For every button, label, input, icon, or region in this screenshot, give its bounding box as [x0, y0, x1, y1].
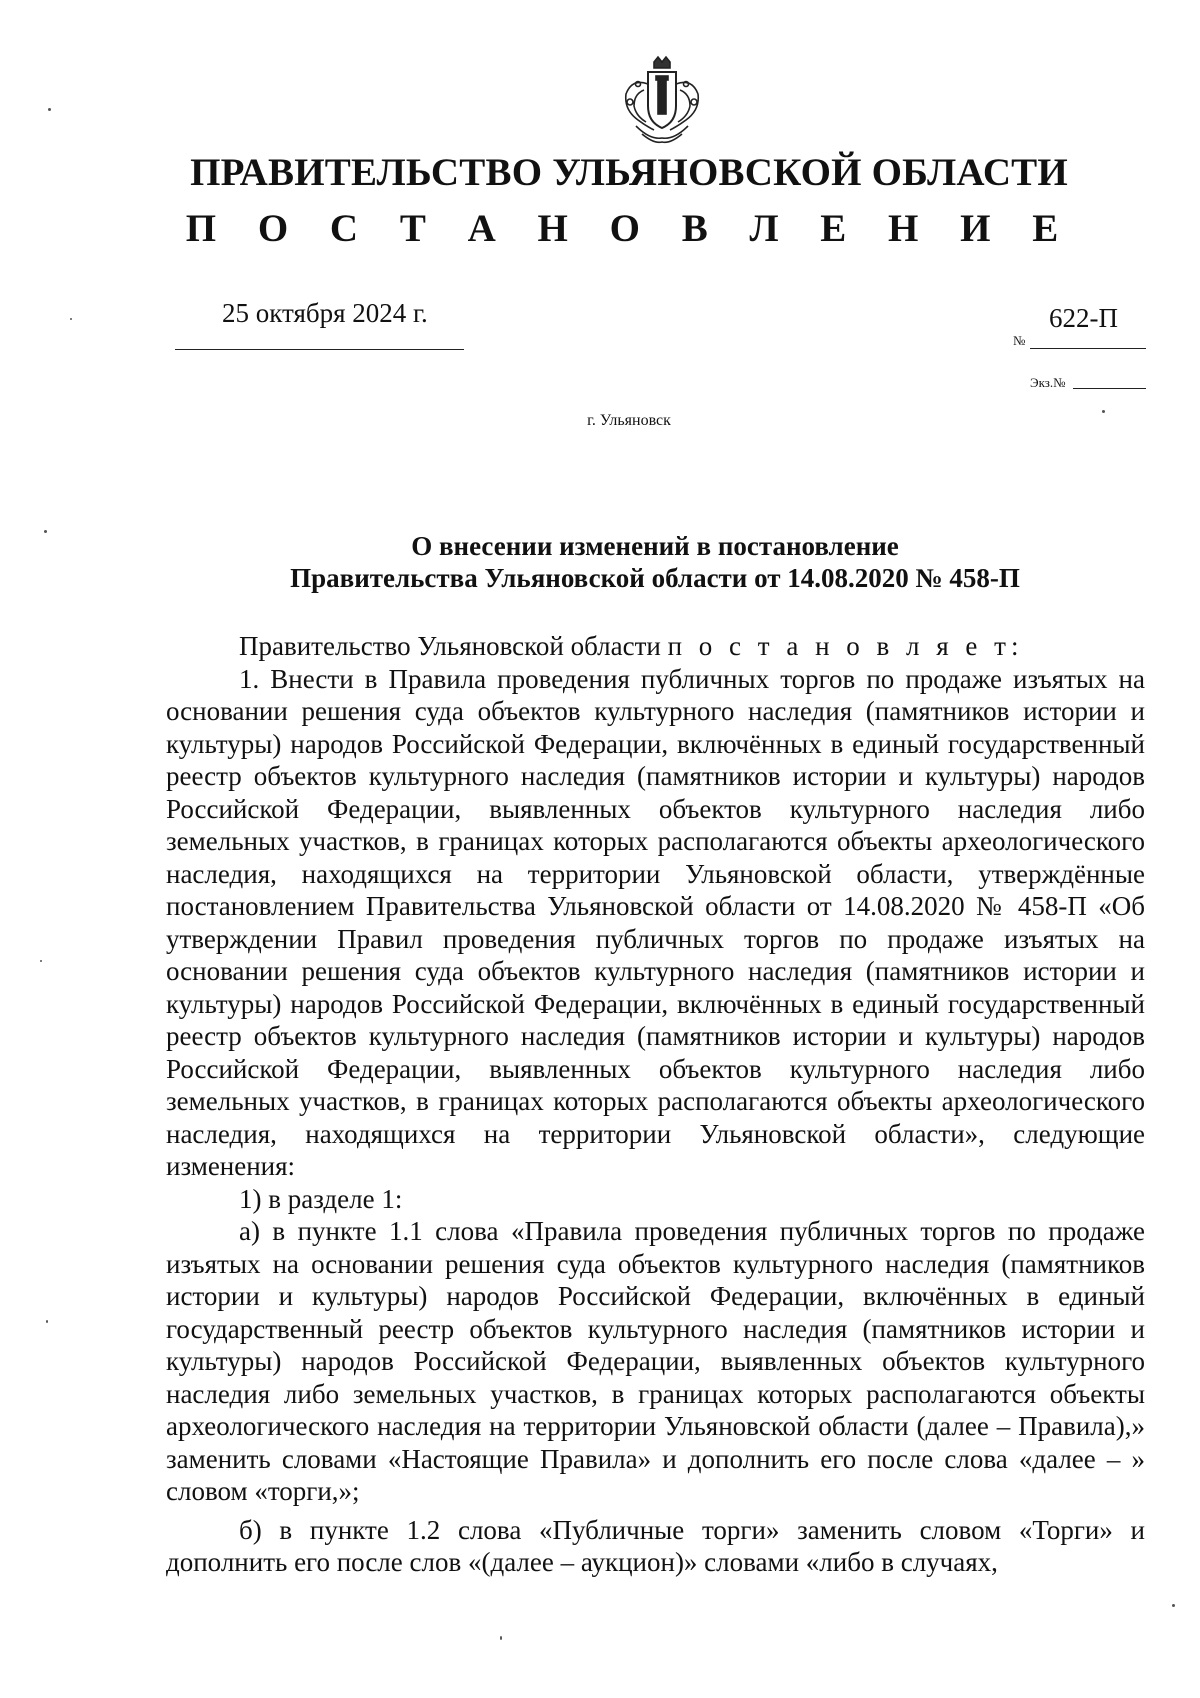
scan-speck [48, 108, 51, 111]
subject-line-1: О внесении изменений в постановление [411, 531, 899, 561]
paragraph-section-1: 1) в разделе 1: [239, 1183, 403, 1214]
intro-resolves: п о с т а н о в л я е т: [667, 631, 1024, 661]
coat-of-arms-icon [614, 54, 710, 150]
copy-number-underline [1073, 388, 1146, 389]
scan-speck [1172, 1604, 1175, 1607]
document-date: 25 октября 2024 г. [222, 298, 428, 328]
document-subject [160, 530, 1150, 594]
scan-speck [44, 530, 47, 533]
document-type-heading: П О С Т А Н О В Л Е Н И Е [185, 207, 1075, 250]
scan-speck [40, 960, 42, 962]
paragraph-1-2: б) в пункте 1.2 слова «Публичные торги» заменить словом «Торги» и дополнить его после слов «(далее – аукцион)» словами «либо в случаях, [166, 1514, 1145, 1577]
document-body [166, 630, 1145, 1579]
intro-lead: Правительство Ульяновской области [239, 631, 661, 661]
scan-speck [70, 318, 72, 320]
number-label: № [1013, 333, 1026, 348]
document-number: 622-П [1049, 303, 1118, 333]
scan-speck [1102, 410, 1105, 413]
scan-speck [500, 1636, 502, 1640]
paragraph-1-1: а) в пункте 1.1 слова «Правила проведения публичных торгов по продаже изъятых на основании решения суда объектов культурного наследия (памятников истории и культуры) народов Российской Федерации, включённых в единый государственный реестр объектов культурного наследия (памятников истории и культуры) народов Российской Федерации, выявленных объектов культурного наследия либо земельных участков, в границах которых располагаются объекты археологического наследия на территории Ульяновской области (далее – Правила),» заменить словами «Настоящие Правила» и дополнить его после слова «далее – » словом «торги,»; [166, 1216, 1145, 1506]
city-line: г. Ульяновск [587, 412, 671, 429]
number-underline [1030, 348, 1146, 349]
paragraph-1: 1. Внести в Правила проведения публичных торгов по продаже изъятых на основании решения суда объектов культурного наследия (памятников истории и культуры) народов Российской Федерации, включённых в единый государственный реестр объектов культурного наследия (памятников истории и культуры) народов Российской Федерации, выявленных объектов культурного наследия либо земельных участков, в границах которых располагаются объекты археологического наследия, находящихся на территории Ульяновской области, утверждённые постановлением Правительства Ульяновской области от 14.08.2020 № 458-П «Об утверждении Правил проведения публичных торгов по продаже изъятых на основании решения суда объектов культурного наследия (памятников истории и культуры) народов Российской Федерации, включённых в единый государственный реестр объектов культурного наследия (памятников истории и культуры) народов Российской Федерации, выявленных объектов культурного наследия либо земельных участков, в границах которых располагаются объекты археологического наследия, находящихся на территории Ульяновской области», следующие изменения: [166, 663, 1145, 1181]
organization-title: ПРАВИТЕЛЬСТВО УЛЬЯНОВСКОЙ ОБЛАСТИ [190, 151, 1068, 194]
intro-paragraph [166, 630, 1145, 663]
date-underline [175, 349, 464, 350]
subject-line-2: Правительства Ульяновской области от 14.08.2020 № 458-П [290, 563, 1020, 593]
copy-number-label: Экз.№ [1030, 375, 1066, 390]
scan-speck [46, 1320, 48, 1323]
